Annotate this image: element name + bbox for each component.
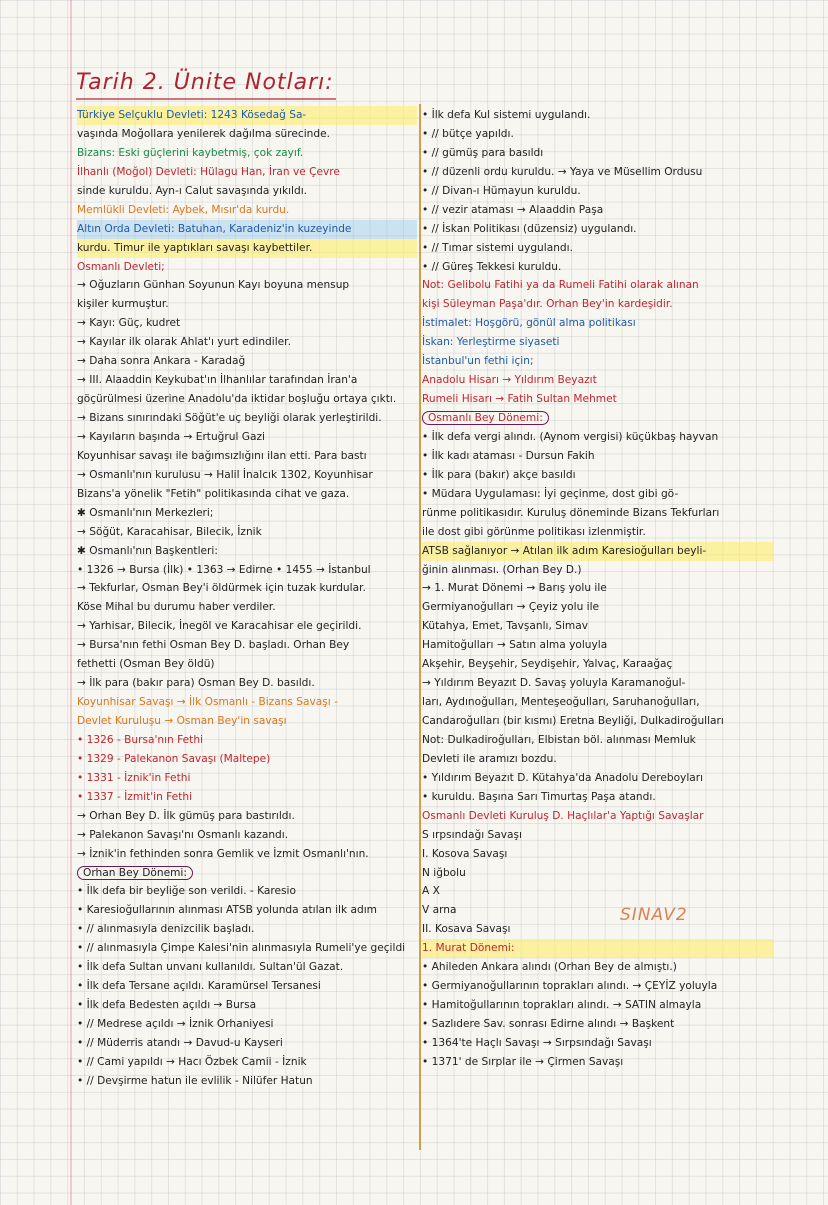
note-line: → 1. Murat Dönemi → Barış yolu ile — [422, 582, 607, 595]
note-line: • 1326 → Bursa (İlk) • 1363 → Edirne • 1455 → İstanbul — [77, 563, 371, 576]
note-line: A X — [422, 885, 440, 898]
left-column — [77, 106, 417, 1091]
note-line: • // Devşirme hatun ile evlilik - Nilüfer Hatun — [77, 1074, 313, 1087]
note-line: • Müdara Uygulaması: İyi geçinme, dost gibi gö- — [422, 487, 679, 500]
note-line: → Tekfurlar, Osman Bey'i öldürmek için tuzak kurdular. — [77, 582, 366, 595]
note-line: II. Kosava Savaşı — [422, 923, 511, 936]
note-line: → Bursa'nın fethi Osman Bey D. başladı. Orhan Bey — [77, 639, 350, 652]
note-line: • // düzenli ordu kuruldu. → Yaya ve Müsellim Ordusu — [422, 165, 703, 178]
note-line: • // gümüş para basıldı — [422, 146, 544, 159]
column-divider — [419, 104, 421, 1150]
note-line: → Palekanon Savaşı'nı Osmanlı kazandı. — [77, 828, 289, 841]
note-line: N iğbolu — [422, 866, 466, 879]
note-line: kişiler kurmuştur. — [77, 298, 169, 311]
note-line: Kütahya, Emet, Tavşanlı, Simav — [422, 620, 588, 633]
note-line: • // vezir ataması → Alaaddin Paşa — [422, 203, 604, 216]
note-line: • 1326 - Bursa'nın Fethi — [77, 733, 203, 746]
note-line: ATSB sağlanıyor → Atılan ilk adım Karesioğulları beyli- — [422, 542, 774, 561]
note-line: • kuruldu. Başına Sarı Timurtaş Paşa atandı. — [422, 790, 656, 803]
note-line: İstimalet: Hoşgörü, gönül alma politikası — [422, 317, 636, 330]
note-line: • // alınmasıyla Çimpe Kalesi'nin alınmasıyla Rumeli'ye geçildi — [77, 942, 406, 955]
note-line: → Kayı: Güç, kudret — [77, 317, 181, 330]
note-line: Memlükli Devleti: Aybek, Mısır'da kurdu. — [77, 203, 290, 216]
note-line: ğinin alınması. (Orhan Bey D.) — [422, 563, 582, 576]
note-line: • // alınmasıyla denizcilik başladı. — [77, 923, 255, 936]
note-line: → Kayılar ilk olarak Ahlat'ı yurt edindiler. — [77, 336, 291, 349]
note-line: → Daha sonra Ankara - Karadağ — [77, 355, 246, 368]
note-line: ✱ Osmanlı'nın Merkezleri; — [77, 506, 214, 519]
note-line: S ırpsındağı Savaşı — [422, 828, 522, 841]
note-line: ✱ Osmanlı'nın Başkentleri: — [77, 544, 218, 557]
note-line: → Söğüt, Karacahisar, Bilecik, İznik — [77, 525, 262, 538]
note-line: • // Cami yapıldı → Hacı Özbek Camii - İznik — [77, 1055, 307, 1068]
note-line: ile dost gibi görünme politikası izlenmiştir. — [422, 525, 646, 538]
note-line: • // Güreş Tekkesi kuruldu. — [422, 260, 562, 273]
circled-heading: Osmanlı Bey Dönemi: — [422, 411, 549, 425]
note-line: Akşehir, Beyşehir, Seydişehir, Yalvaç, Karaağaç — [422, 658, 673, 671]
note-line: Germiyanoğulları → Çeyiz yolu ile — [422, 601, 600, 614]
note-line: • Ahileden Ankara alındı (Orhan Bey de almıştı.) — [422, 961, 677, 974]
note-line: • 1337 - İzmit'in Fethi — [77, 790, 193, 803]
note-line: • İlk kadı ataması - Dursun Fakih — [422, 449, 595, 462]
note-line: → Yıldırım Beyazıt D. Savaş yoluyla Karamanoğul- — [422, 677, 686, 690]
note-line: Not: Dulkadiroğulları, Elbistan böl. alınması Memluk — [422, 733, 696, 746]
note-line: • // İskan Politikası (düzensiz) uygulandı. — [422, 222, 637, 235]
note-line: ları, Aydınoğulları, Menteşeoğulları, Saruhanoğulları, — [422, 696, 700, 709]
note-line: • İlk defa Sultan unvanı kullanıldı. Sultan'ül Gazat. — [77, 961, 344, 974]
margin-line — [70, 0, 72, 1205]
note-line: → III. Alaaddin Keykubat'ın İlhanlılar tarafından İran'a — [77, 374, 358, 387]
note-line: Koyunhisar Savaşı → İlk Osmanlı - Bizans Savaşı - — [77, 696, 338, 709]
note-line: Devlet Kuruluşu → Osman Bey'in savaşı — [77, 715, 287, 727]
note-line: • 1331 - İznik'in Fethi — [77, 771, 191, 784]
note-line: Anadolu Hisarı → Yıldırım Beyazıt — [422, 374, 597, 387]
note-line: • // Tımar sistemi uygulandı. — [422, 241, 573, 254]
circled-heading: Orhan Bey Dönemi: — [77, 866, 193, 880]
note-line: → Orhan Bey D. İlk gümüş para bastırıldı. — [77, 809, 295, 822]
title-underline — [76, 98, 336, 100]
note-line: kişi Süleyman Paşa'dır. Orhan Bey'in kardeşidir. — [422, 298, 673, 311]
note-line: Hamitoğulları → Satın alma yoluyla — [422, 639, 608, 652]
note-line: • Hamitoğullarının toprakları alındı. → SATIN almayla — [422, 999, 702, 1012]
right-column — [422, 106, 774, 1072]
note-line: kurdu. Timur ile yaptıkları savaşı kaybettiler. — [77, 239, 417, 258]
note-line: Altın Orda Devleti: Batuhan, Karadeniz'in kuzeyinde — [77, 220, 417, 239]
note-line: → İlk para (bakır para) Osman Bey D. basıldı. — [77, 677, 315, 690]
note-line: Köse Mihal bu durumu haber verdiler. — [77, 601, 276, 614]
note-line: Rumeli Hisarı → Fatih Sultan Mehmet — [422, 393, 617, 406]
note-line: Bizans: Eski güçlerini kaybetmiş, çok zayıf. — [77, 146, 304, 159]
note-line: → Bizans sınırındaki Söğüt'e uç beyliği olarak yerleştirildi. — [77, 412, 382, 424]
note-line: • İlk defa Bedesten açıldı → Bursa — [77, 999, 257, 1012]
note-line: İskan: Yerleştirme siyaseti — [422, 336, 560, 349]
note-line: • // Medrese açıldı → İznik Orhaniyesi — [77, 1018, 274, 1030]
note-line: Bizans'a yönelik "Fetih" politikasında cihat ve gaza. — [77, 487, 350, 500]
note-line: • Germiyanoğullarının toprakları alındı. → ÇEYİZ yoluyla — [422, 980, 718, 993]
note-line: 1. Murat Dönemi: — [422, 939, 774, 958]
note-line: • İlk defa Kul sistemi uygulandı. — [422, 109, 591, 121]
note-line: • // bütçe yapıldı. — [422, 127, 514, 140]
note-line: V arna — [422, 904, 457, 917]
note-line — [77, 864, 417, 883]
note-line: • 1329 - Palekanon Savaşı (Maltepe) — [77, 752, 271, 765]
exam-label: SINAV2 — [620, 905, 688, 925]
note-line: • 1364'te Haçlı Savaşı → Sırpsındağı Savaşı — [422, 1036, 652, 1049]
note-line — [422, 409, 774, 428]
note-line: Türkiye Selçuklu Devleti: 1243 Kösedağ Sa- — [77, 106, 417, 125]
note-line: rünme politikasıdır. Kuruluş döneminde Bizans Tekfurları — [422, 506, 720, 519]
note-line: • İlk para (bakır) akçe basıldı — [422, 468, 576, 481]
note-line: Koyunhisar savaşı ile bağımsızlığını ilan etti. Para bastı — [77, 449, 367, 462]
note-line: • Yıldırım Beyazıt D. Kütahya'da Anadolu Dereboyları — [422, 771, 704, 784]
note-line: • Karesioğullarının alınması ATSB yolunda atılan ilk adım — [77, 904, 377, 917]
note-line: → Oğuzların Günhan Soyunun Kayı boyuna mensup — [77, 279, 350, 292]
note-line: sinde kuruldu. Ayn-ı Calut savaşında yıkıldı. — [77, 184, 308, 197]
page-title: Tarih 2. Ünite Notları: — [76, 70, 334, 95]
note-line: I. Kosova Savaşı — [422, 847, 508, 860]
note-line: Candaroğulları (bir kısmı) Eretna Beyliği, Dulkadiroğulları — [422, 715, 724, 727]
note-line: • // Divan-ı Hümayun kuruldu. — [422, 184, 581, 197]
note-line: İlhanlı (Moğol) Devleti: Hülagu Han, İran ve Çevre — [77, 165, 340, 178]
note-line: Devleti ile aramızı bozdu. — [422, 752, 557, 765]
note-line: Osmanlı Devleti; — [77, 260, 165, 273]
note-line: • İlk defa Tersane açıldı. Karamürsel Tersanesi — [77, 980, 321, 993]
note-line: • İlk defa vergi alındı. (Aynom vergisi) küçükbaş hayvan — [422, 430, 719, 443]
note-line: İstanbul'un fethi için; — [422, 355, 534, 368]
note-line: → Kayıların başında → Ertuğrul Gazi — [77, 430, 265, 443]
note-line: fethetti (Osman Bey öldü) — [77, 658, 215, 671]
note-line: vaşında Moğollara yenilerek dağılma sürecinde. — [77, 127, 330, 140]
note-line: • // Müderris atandı → Davud-u Kayseri — [77, 1036, 283, 1049]
note-line: Not: Gelibolu Fatihi ya da Rumeli Fatihi olarak alınan — [422, 279, 699, 292]
note-line: • Sazlıdere Sav. sonrası Edirne alındı → Başkent — [422, 1018, 675, 1030]
note-line: → İznik'in fethinden sonra Gemlik ve İzmit Osmanlı'nın. — [77, 847, 369, 860]
note-line: → Osmanlı'nın kurulusu → Halil İnalcık 1302, Koyunhisar — [77, 468, 373, 481]
note-line: → Yarhisar, Bilecik, İnegöl ve Karacahisar ele geçirildi. — [77, 620, 362, 633]
note-line: • İlk defa bir beyliğe son verildi. - Karesio — [77, 885, 296, 898]
note-line: göçürülmesi üzerine Anadolu'da iktidar boşluğu ortaya çıktı. — [77, 393, 397, 406]
note-line: • 1371' de Sırplar ile → Çirmen Savaşı — [422, 1055, 624, 1068]
note-line: Osmanlı Devleti Kuruluş D. Haçlılar'a Yaptığı Savaşlar — [422, 809, 704, 822]
